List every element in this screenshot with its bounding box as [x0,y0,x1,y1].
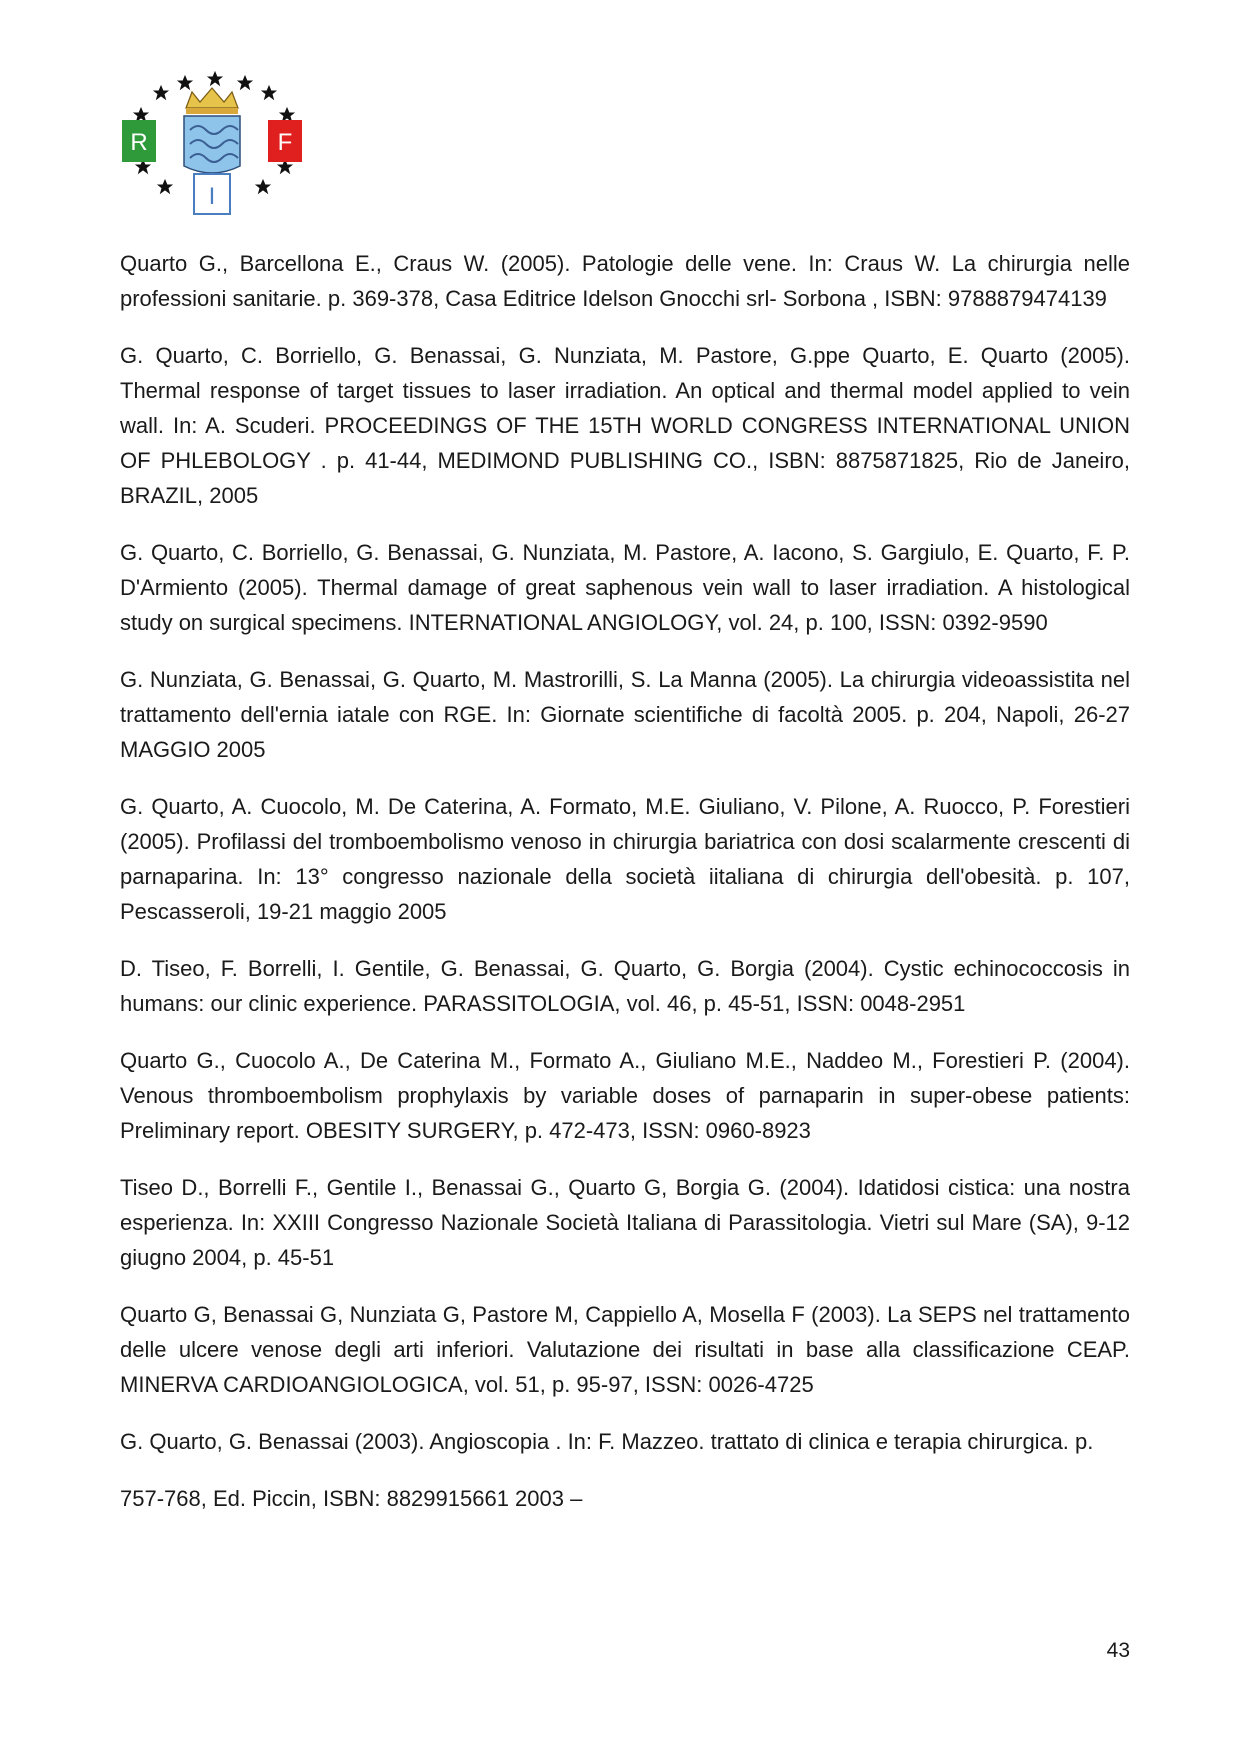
star-icon [279,107,295,122]
star-icon [153,85,169,100]
reference-list [120,246,1130,1538]
star-icon [207,71,223,86]
star-icon [177,75,193,90]
reference-entry: Quarto G, Benassai G, Nunziata G, Pastore M, Cappiello A, Mosella F (2003). La SEPS nel trattamento delle ulcere venose degli arti inferiori. Valutazione dei risultati in base alla classificazione CEAP. MINERVA CARDIOANGIOLOGICA, vol. 51, p. 95-97, ISSN: 0026-4725 [120,1302,1130,1397]
reference-entry: G. Quarto, C. Borriello, G. Benassai, G. Nunziata, M. Pastore, G.ppe Quarto, E. Quarto (2005). Thermal response of target tissues to laser irradiation. An optical and thermal model applied to vein wall. In: A. Scuderi. PROCEEDINGS OF THE 15TH WORLD CONGRESS INTERNATIONAL UNION OF PHLEBOLOGY . p. 41-44, MEDIMOND PUBLISHING CO., ISBN: 8875871825, Rio de Janeiro, BRAZIL, 2005 [120,343,1130,508]
rfi-logo [120,70,310,230]
star-icon [261,85,277,100]
reference-entry: G. Quarto, C. Borriello, G. Benassai, G. Nunziata, M. Pastore, A. Iacono, S. Gargiulo, E. Quarto, F. P. D'Armiento (2005). Thermal damage of great saphenous vein wall to laser irradiation. A histological study on surgical specimens. INTERNATIONAL ANGIOLOGY, vol. 24, p. 100, ISSN: 0392-9590 [120,540,1130,635]
page-number: 43 [1106,1639,1130,1662]
star-icon [237,75,253,90]
reference-entry: Quarto G., Barcellona E., Craus W. (2005). Patologie delle vene. In: Craus W. La chirurgia nelle professioni sanitarie. p. 369-378, Casa Editrice Idelson Gnocchi srl- Sorbona , ISBN: 9788879474139 [120,251,1130,311]
letter-i: I [208,183,216,210]
star-icon [133,107,149,122]
reference-entry: D. Tiseo, F. Borrelli, I. Gentile, G. Benassai, G. Quarto, G. Borgia (2004). Cystic echinococcosis in humans: our clinic experience. PARASSITOLOGIA, vol. 46, p. 45-51, ISSN: 0048-2951 [120,956,1130,1016]
star-icon [157,179,173,194]
reference-entry: G. Nunziata, G. Benassai, G. Quarto, M. Mastrorilli, S. La Manna (2005). La chirurgia videoassistita nel trattamento dell'ernia iatale con RGE. In: Giornate scientifiche di facoltà 2005. p. 204, Napoli, 26-27 MAGGIO 2005 [120,667,1130,762]
rfi-emblem-icon [120,70,310,230]
star-icon [255,179,271,194]
reference-entry: G. Quarto, G. Benassai (2003). Angioscopia . In: F. Mazzeo. trattato di clinica e terapia chirurgica. p. [120,1429,1094,1454]
reference-entry-continuation: 757-768, Ed. Piccin, ISBN: 8829915661 2003 – [120,1486,583,1511]
reference-entry: Quarto G., Cuocolo A., De Caterina M., Formato A., Giuliano M.E., Naddeo M., Forestieri P. (2004). Venous thromboembolism prophylaxis by variable doses of parnaparin in super-obese patients: Preliminary report. OBESITY SURGERY, p. 472-473, ISSN: 0960-8923 [120,1048,1130,1143]
letter-f: F [277,129,293,156]
reference-entry: G. Quarto, A. Cuocolo, M. De Caterina, A. Formato, M.E. Giuliano, V. Pilone, A. Ruocco, P. Forestieri (2005). Profilassi del tromboembolismo venoso in chirurgia bariatrica con dosi scalarmente crescenti di parnaparina. In: 13° congresso nazionale della società iitaliana di chirurgia dell'obesità. p. 107, Pescasseroli, 19-21 maggio 2005 [120,794,1130,924]
letter-r: R [130,129,148,156]
reference-entry: Tiseo D., Borrelli F., Gentile I., Benassai G., Quarto G, Borgia G. (2004). Idatidosi cistica: una nostra esperienza. In: XXIII Congresso Nazionale Società Italiana di Parassitologia. Vietri sul Mare (SA), 9-12 giugno 2004, p. 45-51 [120,1175,1130,1270]
